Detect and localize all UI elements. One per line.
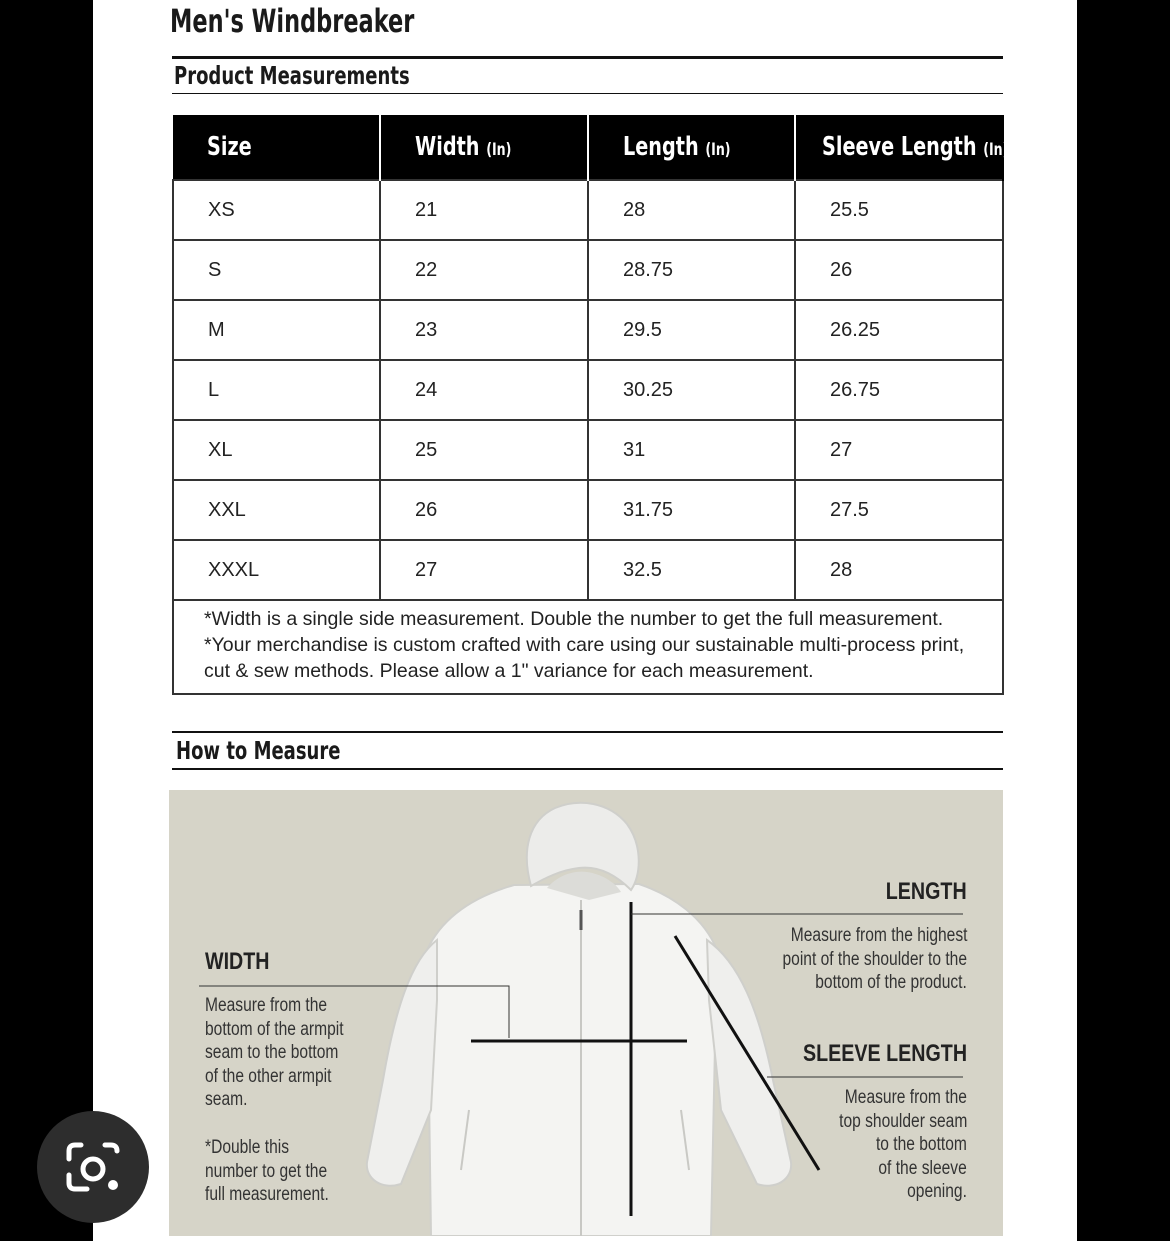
- size-table: [172, 115, 1009, 695]
- width-cell: 23: [380, 300, 588, 360]
- size-cell: M: [173, 300, 380, 360]
- size-cell: XL: [173, 420, 380, 480]
- variance-note-line-1: *Your merchandise is custom crafted with care using our sustainable multi-process print,: [204, 633, 965, 656]
- length-title: LENGTH: [886, 878, 967, 905]
- title-rule: [172, 56, 1003, 59]
- width-title: WIDTH: [205, 948, 270, 975]
- notes-row: [173, 600, 1003, 694]
- width-cell: 25: [380, 420, 588, 480]
- length-cell: 28.75: [588, 240, 795, 300]
- table-row: [173, 240, 1003, 300]
- table-row: [173, 480, 1003, 540]
- length-cell: 28: [588, 180, 795, 240]
- width-note: *Width is a single side measurement. Double the number to get the full measurement.: [204, 608, 944, 630]
- table-row: [173, 180, 1003, 240]
- how-to-measure-heading: How to Measure: [176, 736, 341, 765]
- sleeve-length-description: Measure from the top shoulder seam to the bottom of the sleeve opening.: [838, 1087, 967, 1202]
- table-row: [173, 420, 1003, 480]
- size-cell: XXL: [173, 480, 380, 540]
- size-cell: S: [173, 240, 380, 300]
- column-header-width: Width (In): [380, 115, 588, 180]
- how-to-measure-bottom-rule: [172, 768, 1003, 770]
- size-table-header: [173, 115, 1003, 180]
- width-cell: 22: [380, 240, 588, 300]
- how-to-measure-panel: [169, 790, 1003, 1236]
- sleeve-length-cell: 26: [795, 240, 1003, 300]
- column-header-length: Length (In): [588, 115, 795, 180]
- page-title: Men's Windbreaker: [170, 2, 415, 40]
- sleeve-length-cell: 26.25: [795, 300, 1003, 360]
- length-cell: 31.75: [588, 480, 795, 540]
- width-cell: 24: [380, 360, 588, 420]
- table-row: [173, 300, 1003, 360]
- product-measurements-heading: Product Measurements: [174, 61, 410, 90]
- google-lens-icon: [37, 1111, 149, 1223]
- width-cell: 26: [380, 480, 588, 540]
- table-row: [173, 360, 1003, 420]
- length-cell: 32.5: [588, 540, 795, 600]
- length-cell: 31: [588, 420, 795, 480]
- table-row: [173, 540, 1003, 600]
- size-cell: XXXL: [173, 540, 380, 600]
- length-cell: 29.5: [588, 300, 795, 360]
- variance-note-line-2: cut & sew methods. Please allow a 1" variance for each measurement.: [204, 659, 814, 682]
- size-cell: XS: [173, 180, 380, 240]
- jacket-body: [427, 884, 717, 1236]
- sleeve-length-cell: 26.75: [795, 360, 1003, 420]
- how-to-measure-top-rule: [172, 731, 1003, 733]
- jacket-left-sleeve: [367, 940, 437, 1186]
- column-header-sleeve-length: Sleeve Length (In): [795, 115, 1003, 180]
- size-cell: L: [173, 360, 380, 420]
- sleeve-length-title: SLEEVE LENGTH: [802, 1040, 967, 1067]
- column-header-size: Size: [173, 115, 380, 180]
- product-measurements-rule: [172, 93, 1003, 94]
- google-lens-button[interactable]: [37, 1111, 149, 1223]
- sleeve-length-cell: 28: [795, 540, 1003, 600]
- sleeve-length-cell: 27.5: [795, 480, 1003, 540]
- notes-cell: [173, 600, 1003, 694]
- width-description: Measure from the bottom of the armpit seam to the bottom of the other armpit seam.: [205, 995, 344, 1110]
- width-cell: 21: [380, 180, 588, 240]
- width-double-note: *Double this number to get the full measurement.: [205, 1137, 329, 1205]
- width-cell: 27: [380, 540, 588, 600]
- sleeve-length-cell: 27: [795, 420, 1003, 480]
- size-chart-page: [93, 0, 1077, 1241]
- sleeve-length-cell: 25.5: [795, 180, 1003, 240]
- length-description: Measure from the highest point of the shoulder to the bottom of the product.: [782, 925, 967, 993]
- length-cell: 30.25: [588, 360, 795, 420]
